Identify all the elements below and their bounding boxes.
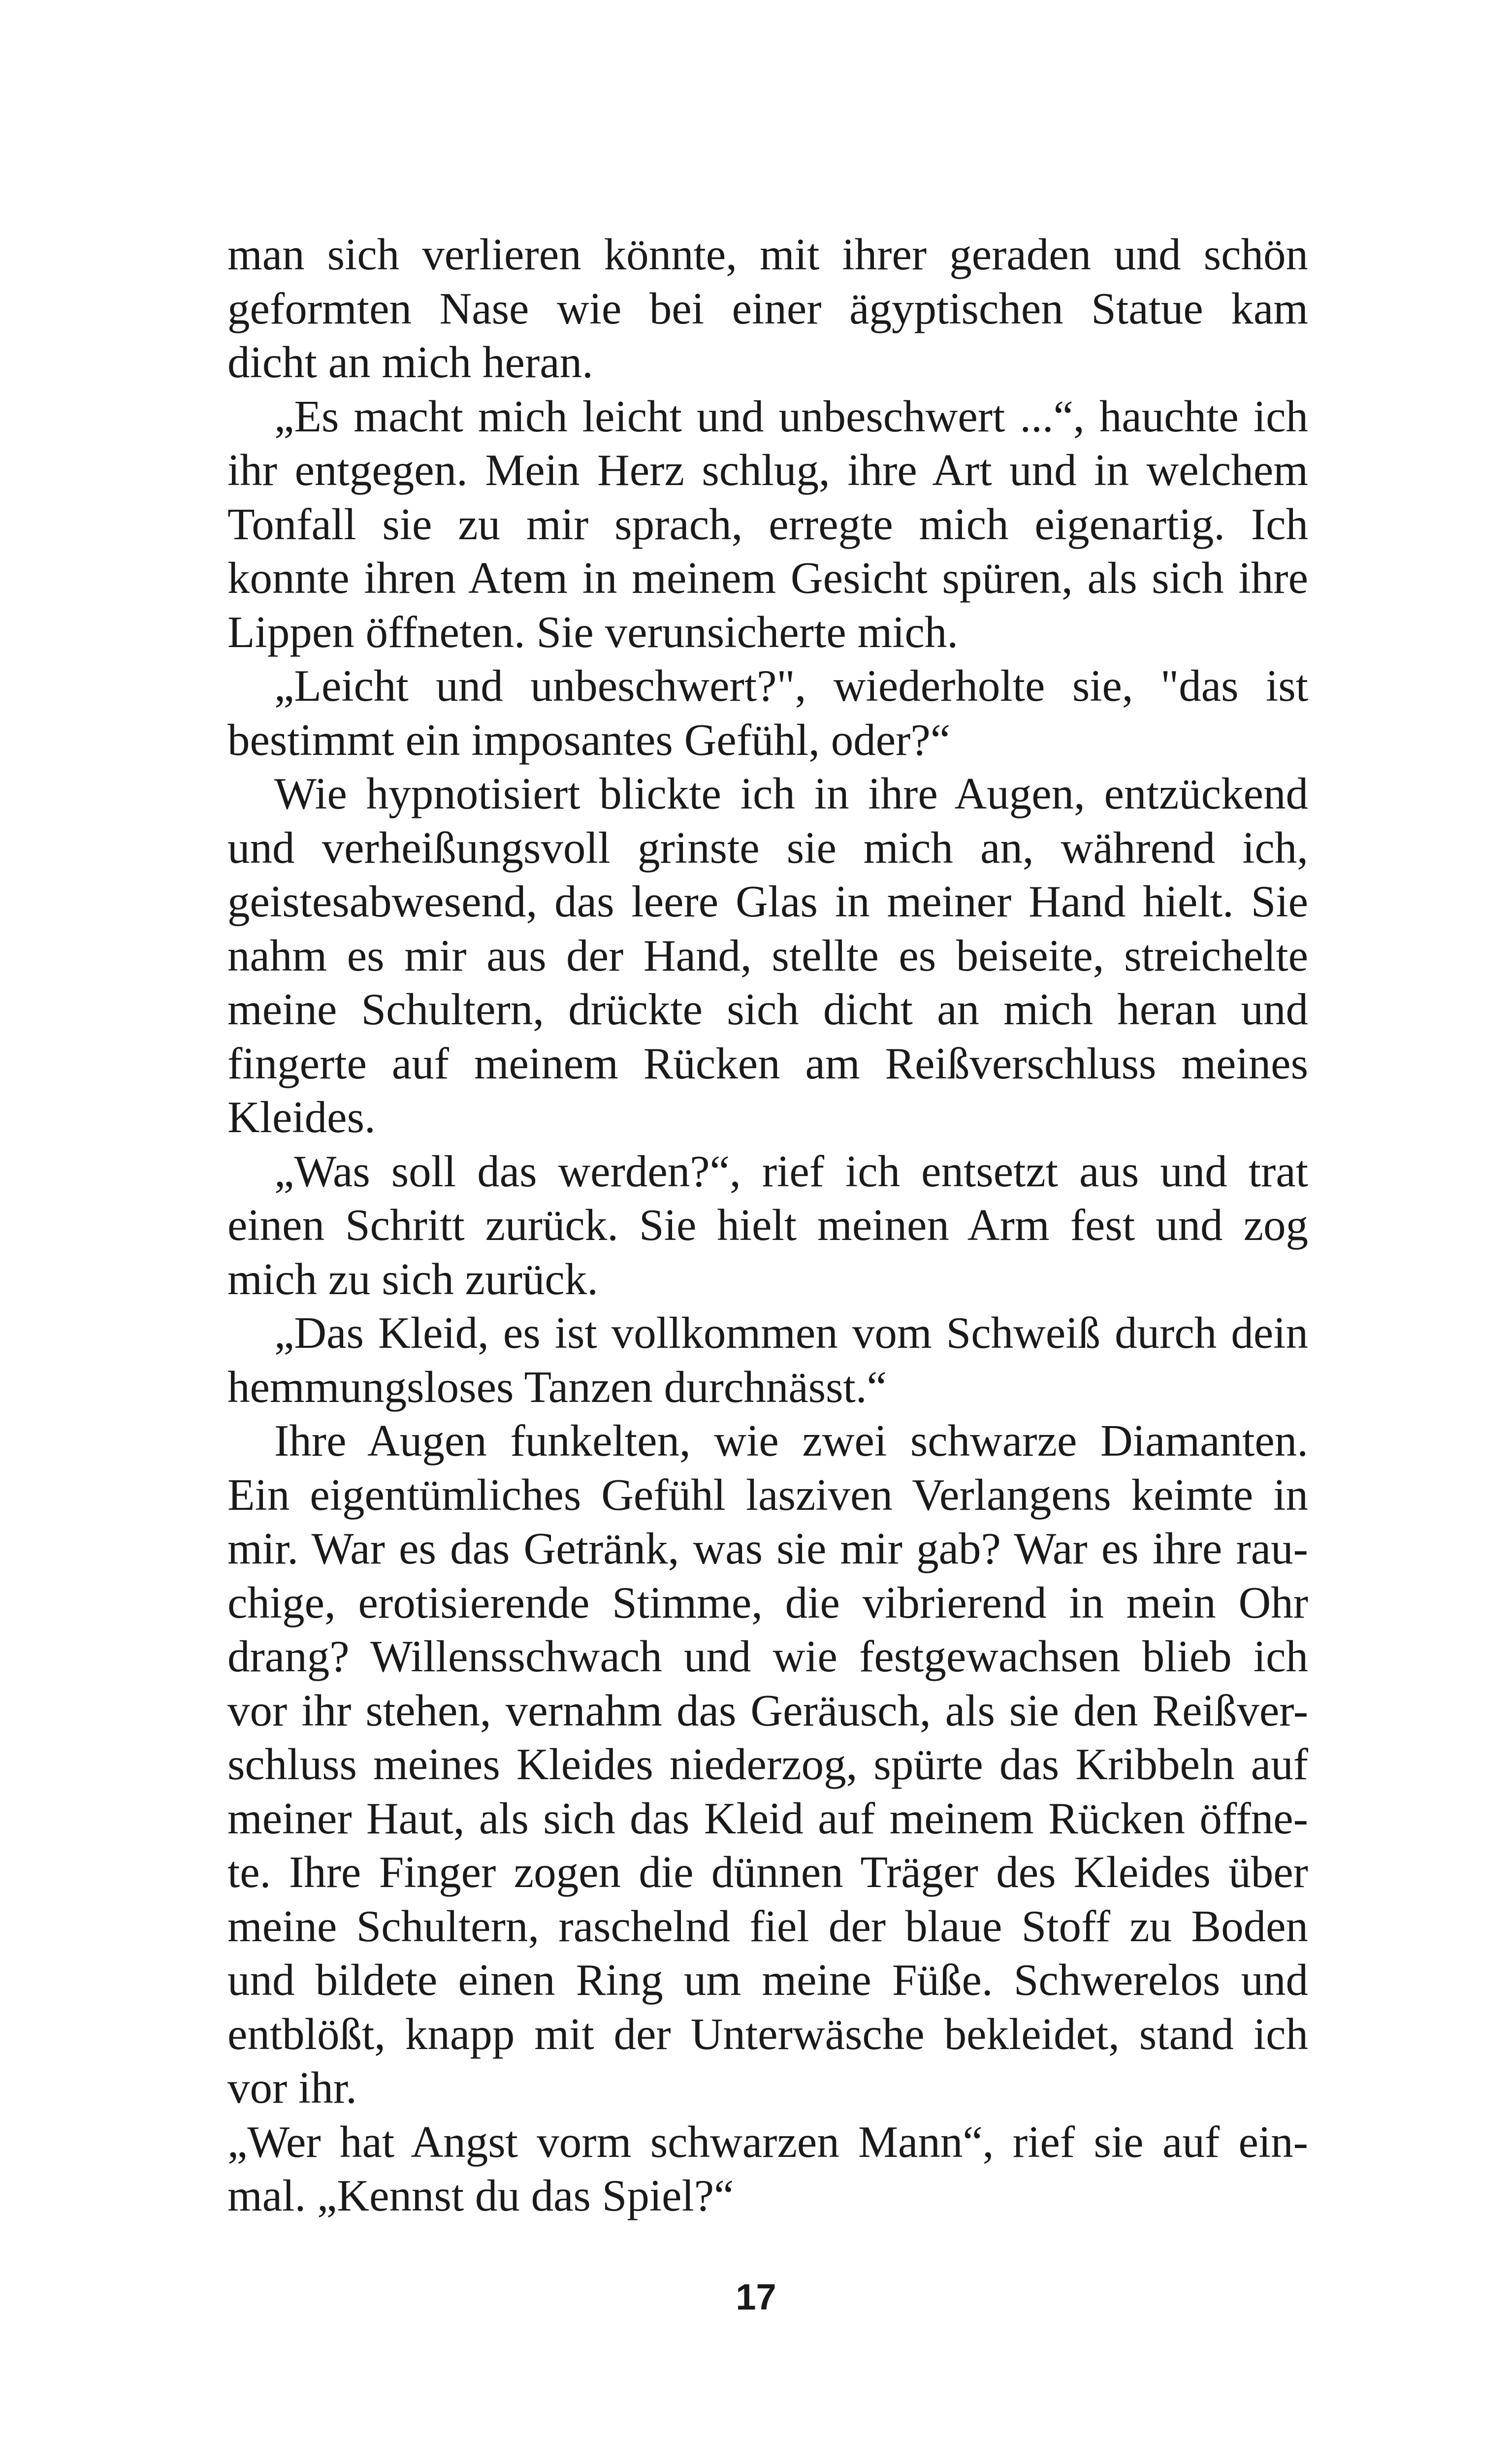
text-line: man sich verlieren könnte, mit ihrer geraden und schön [227,229,1308,279]
text-line: bestimmt ein imposantes Gefühl, oder?“ [227,715,951,765]
text-line: mal. „Kennst du das Spiel?“ [227,2171,734,2220]
text-line: Ihre Augen funkelten, wie zwei schwarze Diamanten. [274,1416,1308,1466]
text-line: te. Ihre Finger zogen die dünnen Träger des Kleides über [227,1847,1308,1897]
text-line: einen Schritt zurück. Sie hielt meinen Arm fest und zog [227,1200,1308,1250]
text-line: Tonfall sie zu mir sprach, erregte mich eigenartig. Ich [227,499,1308,549]
text-line: vor ihr. [227,2063,357,2113]
text-line: nahm es mir aus der Hand, stellte es beiseite, streichelte [227,930,1308,980]
text-line: drang? Willensschwach und wie festgewachsen blieb ich [227,1631,1308,1681]
text-line: „Leicht und unbeschwert?", wiederholte sie, "das ist [274,661,1308,711]
text-line: dicht an mich heran. [227,337,593,387]
text-line: schluss meines Kleides niederzog, spürte das Kribbeln auf [227,1739,1308,1789]
text-line: ihr entgegen. Mein Herz schlug, ihre Art und in welchem [227,445,1308,495]
text-line: meine Schultern, raschelnd fiel der blaue Stoff zu Boden [227,1901,1308,1951]
text-line: meiner Haut, als sich das Kleid auf meinem Rücken öffne- [227,1793,1308,1843]
page-number: 17 [736,2277,776,2317]
text-line: hemmungsloses Tanzen durchnässt.“ [227,1362,887,1412]
text-line: geistesabwesend, das leere Glas in meiner Hand hielt. Sie [227,877,1308,926]
text-line: meine Schultern, drückte sich dicht an mich heran und [227,984,1308,1034]
text-line: „Wer hat Angst vorm schwarzen Mann“, rief sie auf ein- [227,2117,1308,2167]
text-line: mir. War es das Getränk, was sie mir gab? War es ihre rau- [227,1524,1308,1573]
text-line: „Was soll das werden?“, rief ich entsetzt aus und trat [274,1146,1308,1196]
text-line: Wie hypnotisiert blickte ich in ihre Augen, entzückend [274,769,1308,818]
text-line: konnte ihren Atem in meinem Gesicht spüren, als sich ihre [227,553,1308,603]
text-line: und verheißungsvoll grinste sie mich an, während ich, [227,822,1308,873]
text-line: fingerte auf meinem Rücken am Reißverschluss meines [227,1038,1308,1088]
text-line: „Es macht mich leicht und unbeschwert ...“, hauchte ich [274,391,1308,441]
text-line: vor ihr stehen, vernahm das Geräusch, als sie den Reißver- [227,1685,1308,1735]
text-line: Kleides. [227,1092,376,1142]
text-line: mich zu sich zurück. [227,1254,599,1304]
text-line: geformten Nase wie bei einer ägyptischen Statue kam [227,283,1308,333]
text-line: und bildete einen Ring um meine Füße. Schwerelos und [227,1955,1308,2005]
text-line: „Das Kleid, es ist vollkommen vom Schweiß durch dein [274,1308,1308,1358]
text-line: Lippen öffneten. Sie verunsicherte mich. [227,607,959,657]
text-line: entblößt, knapp mit der Unterwäsche bekleidet, stand ich [227,2009,1308,2059]
text-line: Ein eigentümliches Gefühl lasziven Verlangens keimte in [227,1469,1308,1520]
text-line: chige, erotisierende Stimme, die vibrierend in mein Ohr [227,1577,1308,1628]
body-text [227,228,1308,2223]
